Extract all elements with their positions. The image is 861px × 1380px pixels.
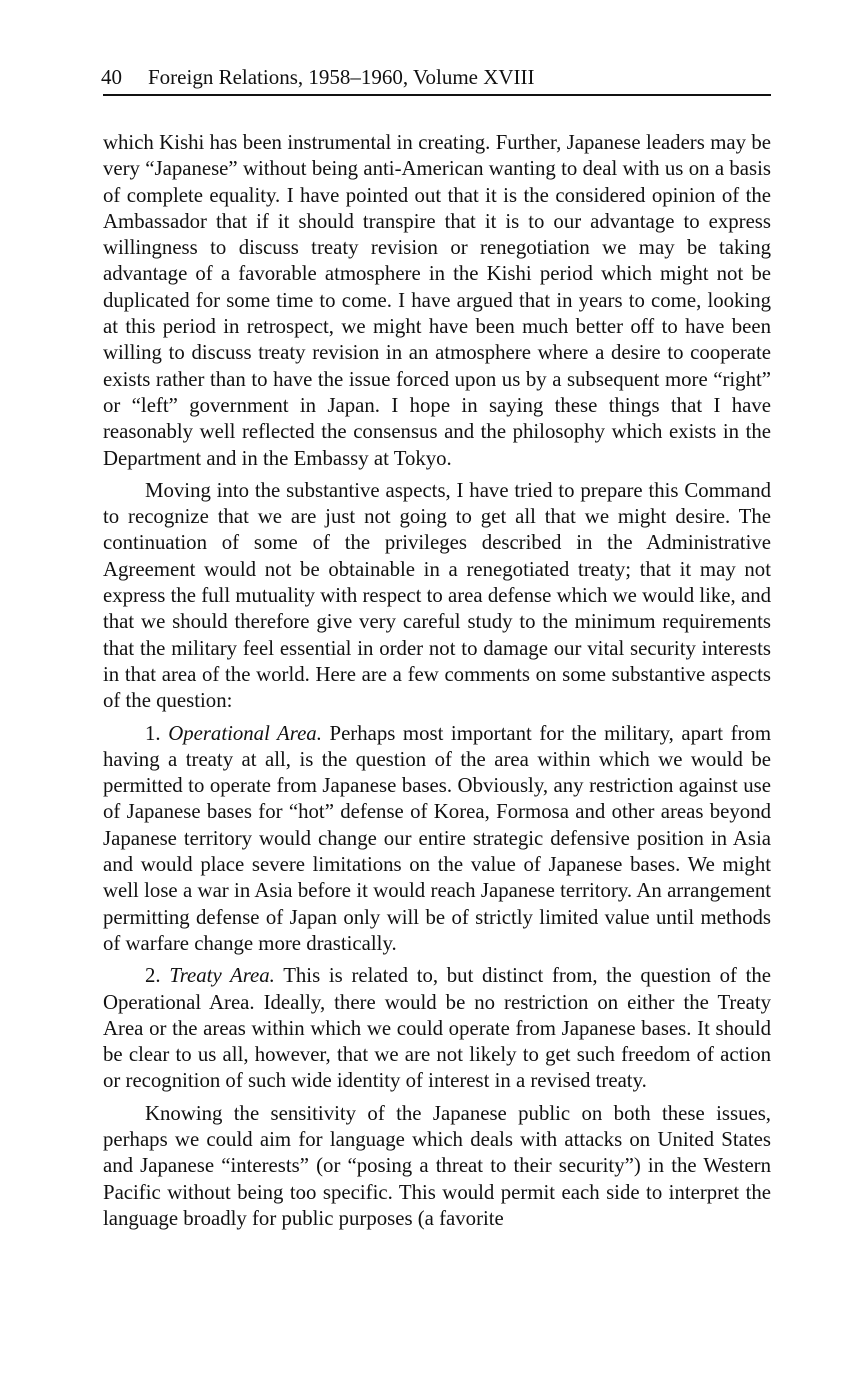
paragraph-text: which Kishi has been instrumental in creating. Further, Japanese leaders may be very “Japanese” without being anti-American wanting to deal with us on a basis of complete equality. I have pointed out that it is the considered opinion of the Ambassador that if it should transpire that it is to our advantage to express willingness to discuss treaty revision or renegotiation we may be taking advantage of a favorable atmosphere in the Kishi period which might not be duplicated for some time to come. I have argued that in years to come, looking at this period in retrospect, we might have been much better off to have been willing to discuss treaty revision in an atmosphere where a desire to cooperate exists rather than to have the issue forced upon us by a subsequent more “right” or “left” government in Japan. I hope in saying these things that I have reasonably well reflected the consensus and the philosophy which exists in the Department and in the Embassy at Tokyo. [103,131,771,470]
page-number: 40 [101,65,122,89]
paragraph-text: Perhaps most important for the military, apart from having a treaty at all, is the question of the area within which we would be permitted to operate from Japanese bases. Obviously, any restriction against use of Japanese bases for “hot” defense of Korea, Formosa and other areas beyond Japanese territory would change our entire strategic defensive position in Asia and would place severe limitations on the value of Japanese bases. We might well lose a war in Asia before it would reach Japanese territory. An arrangement permitting defense of Japan only will be of strictly limited value until methods of warfare change more drastically. [103,721,771,955]
item-number: 2. [145,964,161,988]
paragraph-treaty-area [103,963,771,1094]
paragraph-operational-area [103,721,771,958]
body-text [103,130,771,1232]
item-heading: Operational Area. [168,721,322,745]
paragraph-sensitivity [103,1101,771,1232]
paragraph-text: Moving into the substantive aspects, I have tried to prepare this Command to recognize that we are just not going to get all that we might desire. The continuation of some of the privileges described in the Administrative Agreement would not be obtainable in a renegotiated treaty; that it may not express the full mutuality with respect to area defense which we would like, and that we should therefore give very careful study to the minimum requirements that the military feel essential in order not to damage our vital security interests in that area of the world. Here are a few comments on some substantive aspects of the question: [103,478,771,713]
document-page [103,62,771,1238]
paragraph-text: This is related to, but distinct from, the question of the Operational Area. Ideally, there would be no restriction on either the Treaty Area or the areas within which we could operate from Japanese bases. It should be clear to us all, however, that we are not likely to get such freedom of action or recognition of such wide identity of interest in a revised treaty. [103,964,771,1093]
item-heading: Treaty Area. [169,964,275,988]
paragraph-continuation [103,130,771,472]
paragraph-text: Knowing the sensitivity of the Japanese public on both these issues, perhaps we could aim for language which deals with attacks on United States and Japanese “interests” (or “posing a threat to their security”) in the Western Pacific without being too specific. This would permit each side to interpret the language broadly for public purposes (a favorite [103,1101,771,1230]
item-number: 1. [145,721,161,745]
running-title: Foreign Relations, 1958–1960, Volume XVIII [148,65,535,89]
paragraph-substantive-aspects [103,478,771,715]
running-header [103,62,771,96]
